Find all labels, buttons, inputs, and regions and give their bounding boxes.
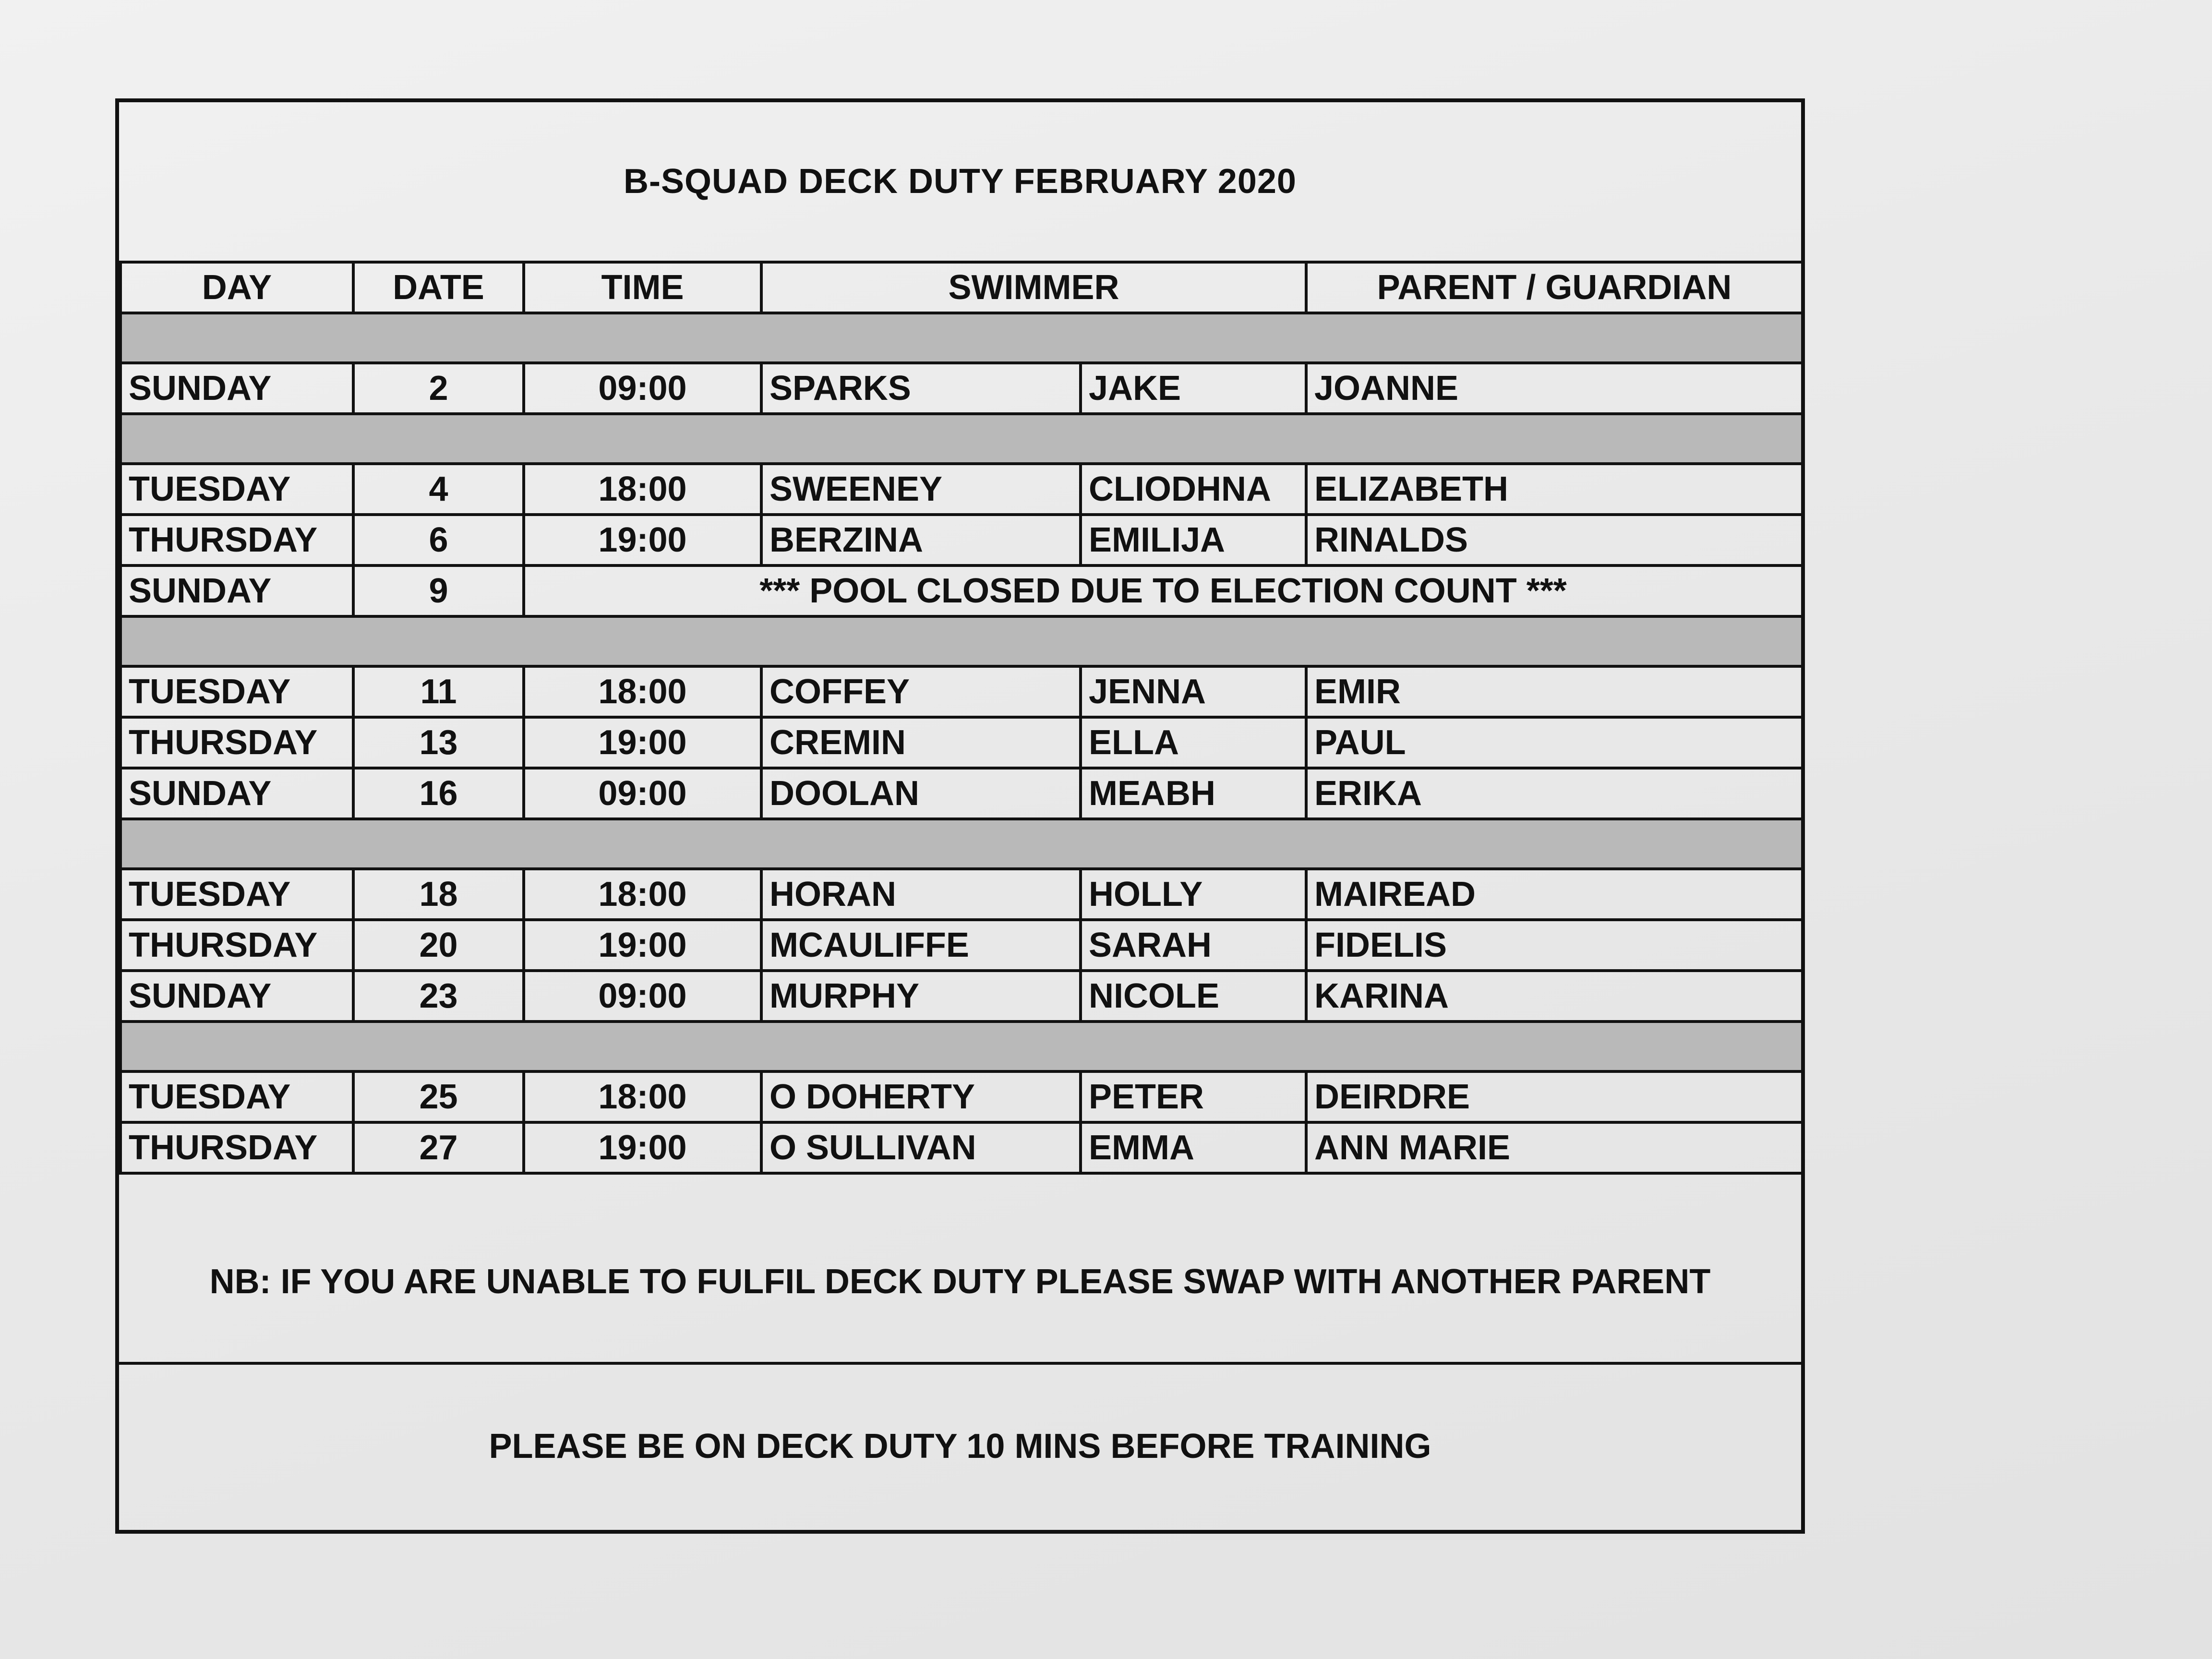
time-cell: 09:00: [524, 363, 761, 414]
parent-cell: KARINA: [1306, 971, 1803, 1022]
date-cell: 23: [353, 971, 524, 1022]
day-cell: SUNDAY: [120, 363, 353, 414]
duty-row: [120, 768, 1803, 819]
duty-row: [120, 666, 1803, 717]
swimmer-first-name-cell: ELLA: [1081, 717, 1306, 768]
separator-row: [120, 616, 1803, 666]
parent-cell: EMIR: [1306, 666, 1803, 717]
time-cell: 18:00: [524, 666, 761, 717]
reminder-notice: PLEASE BE ON DECK DUTY 10 MINS BEFORE TRAINING: [489, 1427, 1431, 1466]
time-cell: 19:00: [524, 920, 761, 971]
swimmer-surname-cell: MCAULIFFE: [761, 920, 1081, 971]
parent-cell: ERIKA: [1306, 768, 1803, 819]
day-cell: TUESDAY: [120, 869, 353, 920]
swimmer-first-name-cell: MEABH: [1081, 768, 1306, 819]
swimmer-surname-cell: O SULLIVAN: [761, 1122, 1081, 1173]
parent-cell: PAUL: [1306, 717, 1803, 768]
swimmer-surname-cell: COFFEY: [761, 666, 1081, 717]
day-cell: THURSDAY: [120, 515, 353, 565]
day-cell: TUESDAY: [120, 1071, 353, 1122]
date-cell: 18: [353, 869, 524, 920]
separator-band: [120, 616, 1803, 666]
separator-row: [120, 1022, 1803, 1071]
time-cell: 09:00: [524, 768, 761, 819]
date-cell: 11: [353, 666, 524, 717]
duty-row: [120, 971, 1803, 1022]
roster-table: [119, 261, 1804, 1175]
swimmer-surname-cell: O DOHERTY: [761, 1071, 1081, 1122]
day-cell: TUESDAY: [120, 464, 353, 515]
duty-row: [120, 363, 1803, 414]
duty-row: [120, 565, 1803, 616]
time-cell: 09:00: [524, 971, 761, 1022]
separator-row: [120, 313, 1803, 363]
duty-row: [120, 869, 1803, 920]
deck-duty-sheet: [115, 98, 1805, 1534]
swimmer-first-name-cell: HOLLY: [1081, 869, 1306, 920]
nb-notice: NB: IF YOU ARE UNABLE TO FULFIL DECK DUTY PLEASE SWAP WITH ANOTHER PARENT: [119, 1202, 1801, 1365]
duty-row: [120, 1122, 1803, 1173]
duty-row: [120, 920, 1803, 971]
day-cell: THURSDAY: [120, 717, 353, 768]
closure-note-cell: *** POOL CLOSED DUE TO ELECTION COUNT ***: [524, 565, 1803, 616]
header-date: DATE: [353, 262, 524, 313]
day-cell: THURSDAY: [120, 920, 353, 971]
header-swimmer: SWIMMER: [761, 262, 1306, 313]
parent-cell: DEIRDRE: [1306, 1071, 1803, 1122]
header-day: DAY: [120, 262, 353, 313]
swimmer-first-name-cell: PETER: [1081, 1071, 1306, 1122]
swimmer-surname-cell: SPARKS: [761, 363, 1081, 414]
separator-band: [120, 1022, 1803, 1071]
date-cell: 4: [353, 464, 524, 515]
date-cell: 2: [353, 363, 524, 414]
swimmer-surname-cell: CREMIN: [761, 717, 1081, 768]
header-parent: PARENT / GUARDIAN: [1306, 262, 1803, 313]
date-cell: 9: [353, 565, 524, 616]
parent-cell: MAIREAD: [1306, 869, 1803, 920]
day-cell: SUNDAY: [120, 971, 353, 1022]
swimmer-surname-cell: MURPHY: [761, 971, 1081, 1022]
swimmer-first-name-cell: NICOLE: [1081, 971, 1306, 1022]
separator-band: [120, 819, 1803, 869]
separator-row: [120, 819, 1803, 869]
swimmer-surname-cell: BERZINA: [761, 515, 1081, 565]
parent-cell: ANN MARIE: [1306, 1122, 1803, 1173]
swimmer-surname-cell: DOOLAN: [761, 768, 1081, 819]
day-cell: SUNDAY: [120, 768, 353, 819]
swimmer-surname-cell: SWEENEY: [761, 464, 1081, 515]
swimmer-first-name-cell: EMMA: [1081, 1122, 1306, 1173]
duty-row: [120, 515, 1803, 565]
duty-row: [120, 1071, 1803, 1122]
date-cell: 27: [353, 1122, 524, 1173]
date-cell: 20: [353, 920, 524, 971]
day-cell: SUNDAY: [120, 565, 353, 616]
duty-row: [120, 717, 1803, 768]
time-cell: 18:00: [524, 464, 761, 515]
time-cell: 18:00: [524, 869, 761, 920]
swimmer-surname-cell: HORAN: [761, 869, 1081, 920]
header-row: [120, 262, 1803, 313]
parent-cell: RINALDS: [1306, 515, 1803, 565]
duty-row: [120, 464, 1803, 515]
swimmer-first-name-cell: EMILIJA: [1081, 515, 1306, 565]
date-cell: 16: [353, 768, 524, 819]
date-cell: 13: [353, 717, 524, 768]
time-cell: 19:00: [524, 1122, 761, 1173]
separator-row: [120, 414, 1803, 464]
swimmer-first-name-cell: SARAH: [1081, 920, 1306, 971]
separator-band: [120, 414, 1803, 464]
parent-cell: FIDELIS: [1306, 920, 1803, 971]
swimmer-first-name-cell: JAKE: [1081, 363, 1306, 414]
swimmer-first-name-cell: JENNA: [1081, 666, 1306, 717]
date-cell: 25: [353, 1071, 524, 1122]
date-cell: 6: [353, 515, 524, 565]
parent-cell: ELIZABETH: [1306, 464, 1803, 515]
parent-cell: JOANNE: [1306, 363, 1803, 414]
separator-band: [120, 313, 1803, 363]
swimmer-first-name-cell: CLIODHNA: [1081, 464, 1306, 515]
time-cell: 19:00: [524, 515, 761, 565]
header-time: TIME: [524, 262, 761, 313]
time-cell: 19:00: [524, 717, 761, 768]
day-cell: THURSDAY: [120, 1122, 353, 1173]
document-title: B-SQUAD DECK DUTY FEBRUARY 2020: [624, 162, 1297, 201]
time-cell: 18:00: [524, 1071, 761, 1122]
day-cell: TUESDAY: [120, 666, 353, 717]
roster-body: [120, 313, 1803, 1173]
